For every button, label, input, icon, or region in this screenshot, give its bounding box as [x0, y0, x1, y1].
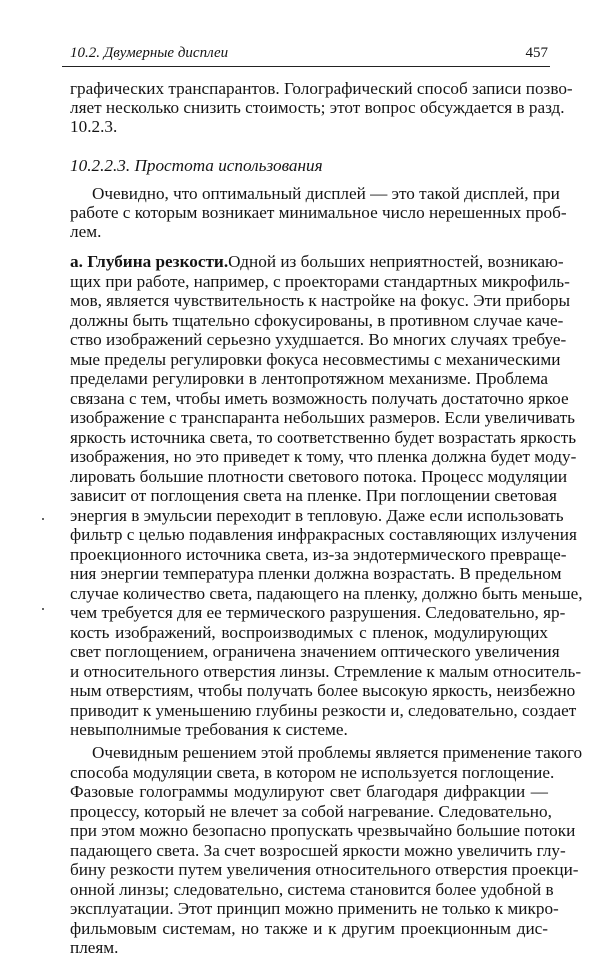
margin-mark: [42, 608, 44, 610]
text-line: Фазовые голограммы модулируют свет благодаря дифракции —: [70, 782, 548, 801]
run-in-line: [70, 251, 564, 273]
text-line: ным отверстиям, чтобы получать более высокую яркость, неизбежно: [70, 681, 576, 700]
text-line: Очевидным решением этой проблемы является применение такого: [92, 743, 583, 762]
text-line: кость изображений, воспроизводимых с пленок, модулирующих: [70, 623, 548, 642]
text-line: приводит к уменьшению глубины резкости и, следовательно, создает: [70, 701, 577, 720]
text-line: щих при работе, например, с проекторами стандартных микрофиль-: [70, 272, 570, 291]
text-line: Очевидно, что оптимальный дисплей — это такой дисплей, при: [92, 184, 560, 203]
text-line: плеям.: [70, 938, 119, 957]
text-line: связана с тем, чтобы иметь возможность получать достаточно яркое: [70, 389, 569, 408]
text-line: яркость источника света, то соответственно будет возрастать яркость: [70, 428, 577, 447]
text-line: зависит от поглощения света на пленке. При поглощении световая: [70, 486, 557, 505]
text-line: ния энергии температура пленки должна возрастать. В предельном: [70, 564, 562, 583]
text-line: пределами регулировки в лентопротяжном механизме. Проблема: [70, 369, 548, 388]
text-line: лировать большие плотности светового потока. Процесс модуляции: [70, 467, 568, 486]
text-line: бину резкости путем увеличения относительного отверстия проекци-: [70, 860, 579, 879]
text-line: эксплуатации. Этот принцип можно применить не только к микро-: [70, 899, 559, 918]
text-line: графических транспарантов. Голографический способ записи позво-: [70, 79, 573, 98]
text-line: должны быть тщательно сфокусированы, в противном случае каче-: [70, 311, 564, 330]
text-line: чем требуется для ее термического разрушения. Следовательно, яр-: [70, 603, 566, 622]
running-header: [70, 45, 548, 65]
text-line: изображение с транспаранта небольших размеров. Если увеличивать: [70, 408, 575, 427]
text-line: свет поглощением, ограничена значением оптического увеличения: [70, 642, 560, 661]
text-line: работе с которым возникает минимальное число нерешенных проб-: [70, 203, 567, 222]
text-line: и относительного отверстия линзы. Стремление к малым относитель-: [70, 662, 582, 681]
text-line: способа модуляции света, в котором не используется поглощение.: [70, 763, 555, 782]
text-line: невыполнимые требования к системе.: [70, 720, 348, 739]
text-line: онной линзы; следовательно, система становится более удобной в: [70, 880, 554, 899]
run-in-heading: а. Глубина резкости.: [70, 252, 229, 271]
text-line: лем.: [70, 222, 102, 241]
text-line: фильтр с целью подавления инфракрасных составляющих излучения: [70, 525, 577, 544]
margin-mark: [42, 518, 44, 520]
running-title: 10.2. Двумерные дисплеи: [70, 45, 229, 61]
text-line: энергия в эмульсии переходит в тепловую. Даже если использовать: [70, 506, 564, 525]
text-line: 10.2.3.: [70, 117, 118, 136]
text-line: падающего света. За счет возросшей яркости можно увеличить глу-: [70, 841, 566, 860]
text-line: при этом можно безопасно пропускать чрезвычайно большие потоки: [70, 821, 576, 840]
text-line: проекционного источника света, из-за эндотермического превраще-: [70, 545, 567, 564]
section-heading: 10.2.2.3. Простота использования: [70, 156, 323, 175]
text-line: ство изображений серьезно ухудшается. Во многих случаях требуе-: [70, 330, 567, 349]
header-rule: [62, 66, 550, 67]
text-line: мов, является чувствительность к настройке на фокус. Эти приборы: [70, 291, 571, 310]
text-line: изображения, но это приведет к тому, что пленка должна будет моду-: [70, 447, 577, 466]
text-line: процессу, который не влечет за собой нагревание. Следовательно,: [70, 802, 552, 821]
text-line: ляет несколько снизить стоимость; этот вопрос обсуждается в разд.: [70, 98, 565, 117]
text-fragment: Одной из больших неприятностей, возникаю-: [228, 252, 564, 271]
text-line: мые пределы регулировки фокуса несовместимы с механическими: [70, 350, 561, 369]
text-line: случае количество света, падающего на пленку, должно быть меньше,: [70, 584, 583, 603]
page-number: 457: [525, 45, 548, 61]
text-line: фильмовым системам, но также и к другим проекционным дис-: [70, 919, 548, 938]
